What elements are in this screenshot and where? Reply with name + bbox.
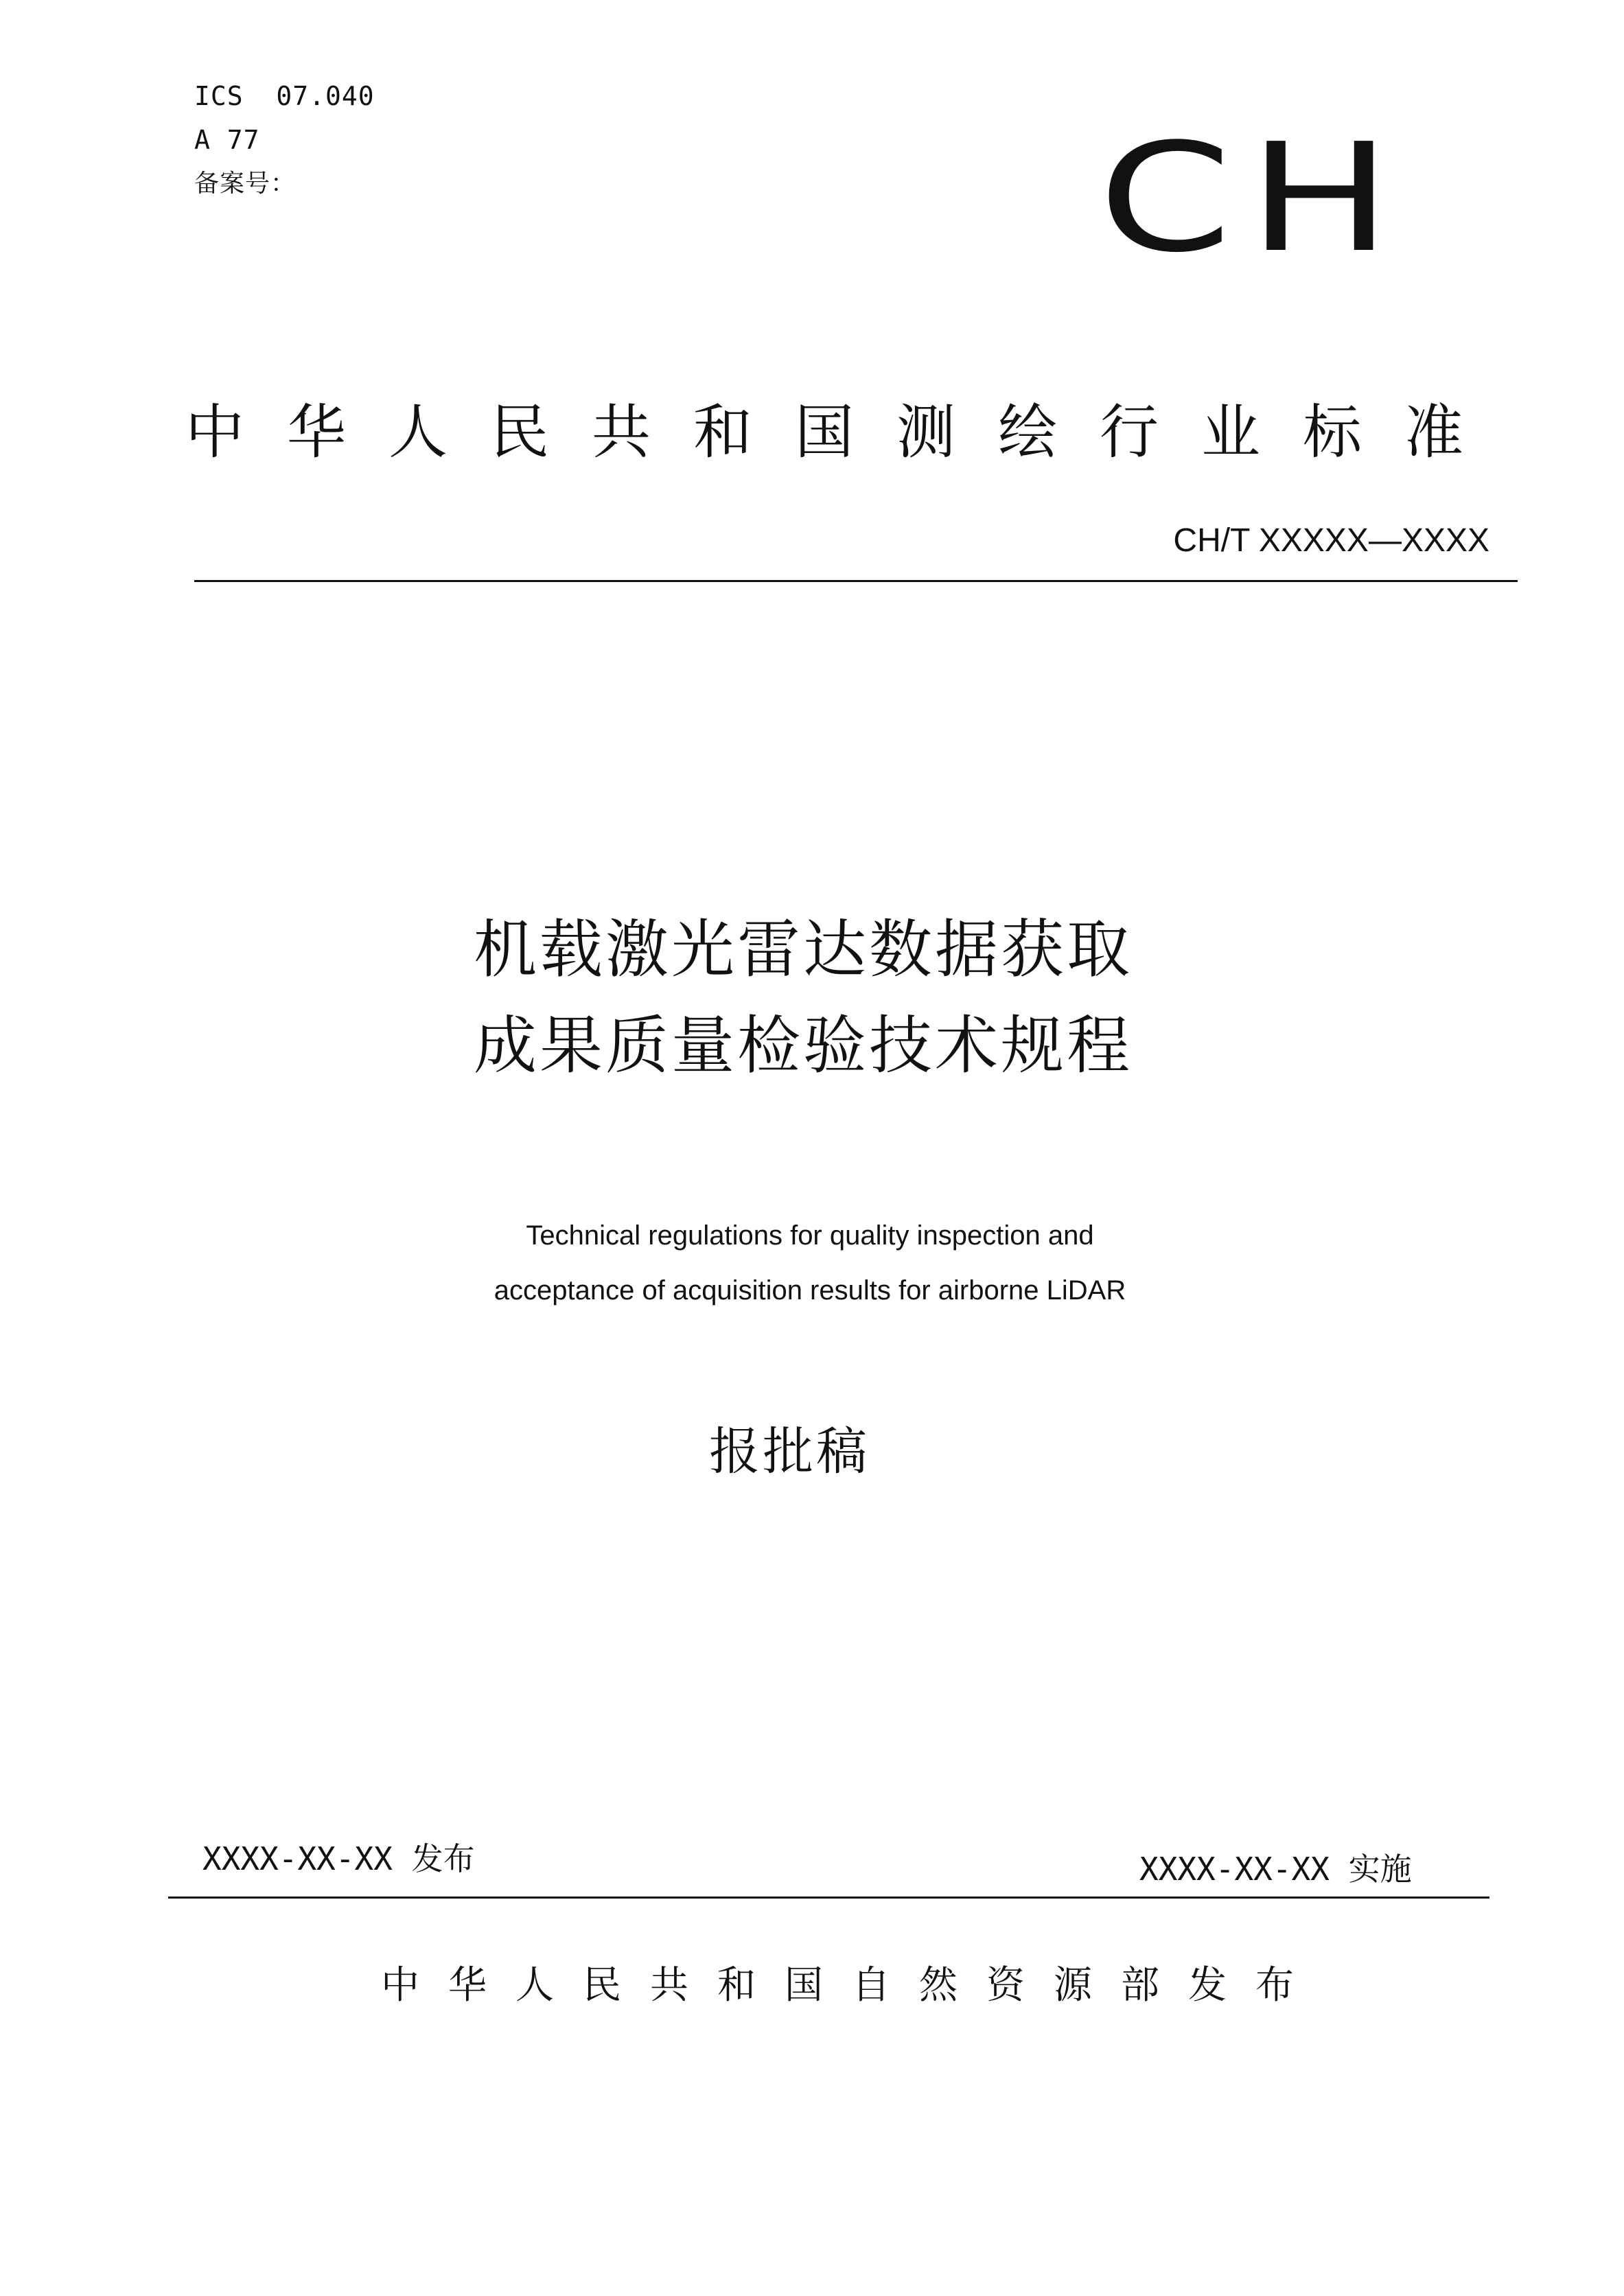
publisher: 中华人民共和国自然资源部发布: [381, 1963, 1323, 2008]
footer-divider: [168, 1897, 1489, 1899]
record-number-label: 备案号：: [194, 170, 297, 198]
classification-code: A 77: [194, 125, 260, 155]
title-zh-line1: 机载激光雷达数据获取: [473, 913, 1133, 986]
ics-code: ICS 07.040: [194, 81, 375, 111]
ch-logo: CH: [1098, 112, 1408, 286]
publish-date: XXXX-XX-XX 发布: [202, 1840, 475, 1877]
title-en-line1: Technical regulations for quality inspection and: [526, 1220, 1094, 1251]
draft-status: 报批稿: [709, 1422, 870, 1481]
standard-number: CH/T XXXXX—XXXX: [1173, 522, 1489, 559]
industry-standard-title: 中华人民共和国测绘行业标准: [185, 398, 1506, 467]
implement-date: XXXX-XX-XX 实施: [1139, 1851, 1412, 1888]
title-en-line2: acceptance of acquisition results for airborne LiDAR: [494, 1275, 1126, 1306]
header-divider: [194, 580, 1518, 582]
title-zh-line2: 成果质量检验技术规程: [473, 1009, 1133, 1082]
